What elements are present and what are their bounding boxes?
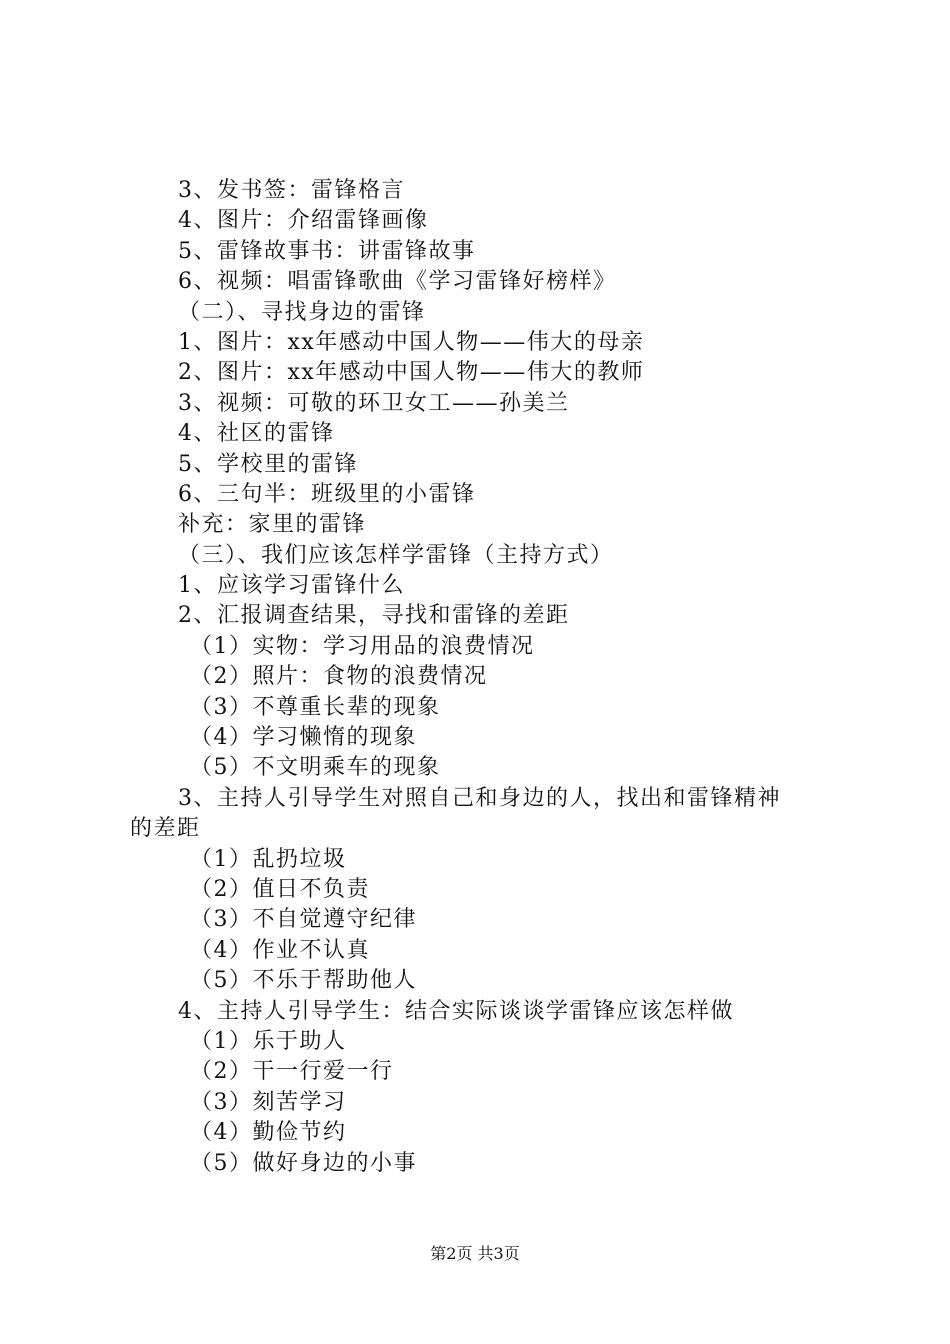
section-heading: （二）、寻找身边的雷锋 [178, 299, 426, 325]
text-line: 5、学校里的雷锋 [178, 451, 358, 477]
list-item: （3）刻苦学习 [190, 1089, 347, 1115]
text-line: 4、社区的雷锋 [178, 421, 335, 447]
list-item: （3）不自觉遵守纪律 [190, 907, 417, 933]
text-line: 6、三句半：班级里的小雷锋 [178, 481, 476, 507]
text-line: 补充：家里的雷锋 [178, 512, 367, 538]
list-item: （5）不文明乘车的现象 [190, 755, 441, 781]
list-item: （4）勤俭节约 [190, 1120, 347, 1146]
text-line: 6、视频：唱雷锋歌曲《学习雷锋好榜样》 [178, 269, 617, 295]
list-item: （2）值日不负责 [190, 876, 370, 902]
text-line: 3、视频：可敬的环卫女工——孙美兰 [178, 390, 570, 416]
section-heading: （三）、我们应该怎样学雷锋（主持方式） [178, 542, 614, 568]
text-line: 1、应该学习雷锋什么 [178, 573, 405, 599]
text-line: 5、雷锋故事书：讲雷锋故事 [178, 238, 476, 264]
text-line: 4、主持人引导学生：结合实际谈谈学雷锋应该怎样做 [178, 998, 734, 1024]
list-item: （5）不乐于帮助他人 [190, 968, 417, 994]
list-item: （4）作业不认真 [190, 937, 370, 963]
page-number-label: 第2页 共3页 [430, 1244, 520, 1263]
text-line: 3、主持人引导学生对照自己和身边的人，找出和雷锋精神 [178, 785, 781, 811]
list-item: （2）干一行爱一行 [190, 1059, 394, 1085]
text-line: 1、图片：xx年感动中国人物——伟大的母亲 [178, 329, 645, 355]
document-body [0, 176, 950, 1179]
page-footer [0, 1242, 950, 1266]
list-item: （1）实物：学习用品的浪费情况 [190, 633, 535, 659]
list-item: （1）乐于助人 [190, 1028, 347, 1054]
text-line-continuation: 的差距 [130, 816, 201, 842]
list-item: （2）照片：食物的浪费情况 [190, 664, 488, 690]
text-line: 4、图片：介绍雷锋画像 [178, 208, 429, 234]
list-item: （3）不尊重长辈的现象 [190, 694, 441, 720]
list-item: （4）学习懒惰的现象 [190, 725, 417, 751]
list-item: （1）乱扔垃圾 [190, 846, 347, 872]
text-line: 3、发书签：雷锋格言 [178, 178, 405, 203]
text-line: 2、图片：xx年感动中国人物——伟大的教师 [178, 360, 645, 386]
list-item: （5）做好身边的小事 [190, 1150, 417, 1176]
text-line: 2、汇报调查结果，寻找和雷锋的差距 [178, 603, 570, 629]
